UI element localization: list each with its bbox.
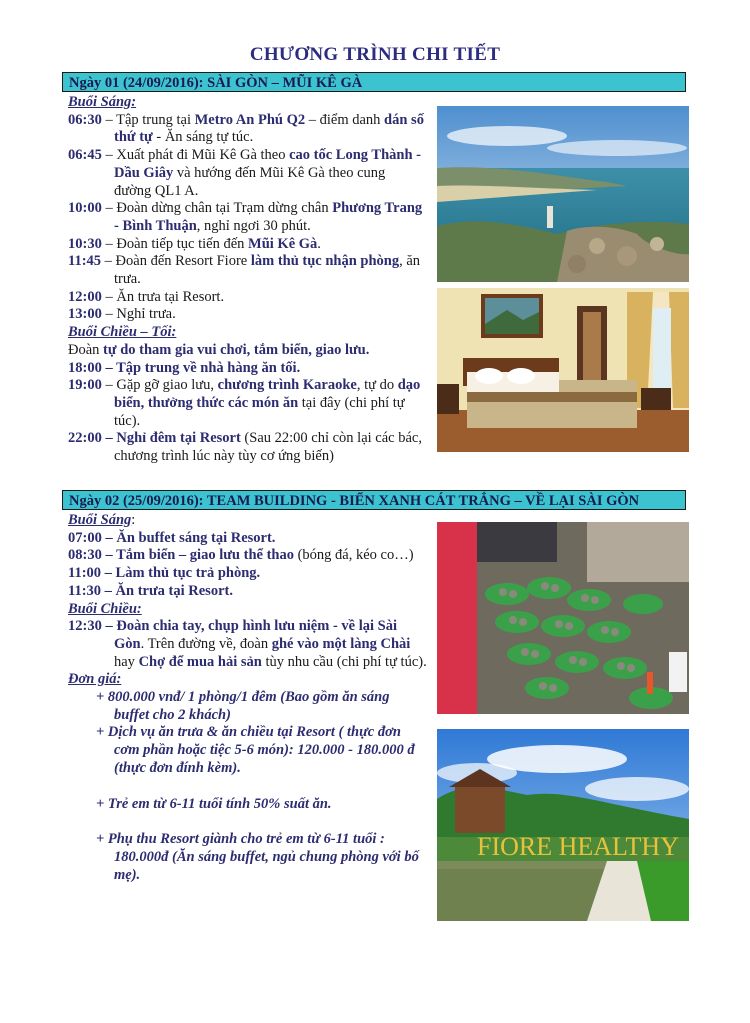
schedule-text: – Đoàn dừng chân tại Trạm dừng chân [101, 200, 333, 217]
schedule-time: 11:00 [68, 565, 102, 582]
schedule-text: cao tốc Long Thành - Dầu Giây [114, 147, 421, 181]
schedule-text: Metro An Phú Q2 [194, 111, 306, 128]
schedule-text: làm thủ tục nhận phòng [250, 253, 400, 270]
schedule-text: , ăn trưa. [114, 253, 421, 288]
resort-sign-photo [437, 729, 689, 921]
schedule-item [68, 530, 428, 548]
page-title: CHƯƠNG TRÌNH CHI TIẾT [249, 44, 501, 65]
hotel-room-photo [437, 288, 689, 452]
schedule-text: dạo biển, thưởng thức các món ăn [114, 377, 421, 411]
schedule-text: chương trình Karaoke [217, 377, 357, 394]
schedule-time: 18:00 [68, 359, 102, 376]
schedule-item [68, 306, 424, 324]
day2-morning-list [68, 530, 428, 601]
schedule-text: . [317, 235, 321, 252]
schedule-text: – Nghỉ trưa. [101, 306, 176, 323]
schedule-text: , nghỉ ngơi 30 phút. [196, 217, 311, 234]
schedule-text: dán số thứ tự [114, 111, 424, 146]
schedule-item [68, 360, 424, 378]
price-list [68, 689, 428, 884]
coast-photo [437, 106, 689, 282]
schedule-time: 06:30 [68, 111, 102, 128]
schedule-text: (bóng đá, kéo co…) [293, 547, 414, 564]
day2-header: Ngày 02 (25/09/2016): TEAM BUILDING - BIỂN XANH CÁT TRẮNG – VỀ LẠI SÀI GÒN [62, 490, 686, 510]
schedule-item [68, 583, 428, 601]
schedule-item [68, 236, 424, 254]
schedule-text: Mũi Kê Gà [248, 235, 318, 252]
schedule-text: – Tập trung tại [101, 111, 195, 128]
schedule-text: – Làm thủ tục trả phòng. [101, 565, 261, 582]
schedule-text: và hướng đến Mũi Kê Gà theo cung đường QL1 A. [114, 164, 386, 199]
schedule-item [68, 565, 428, 583]
schedule-item [68, 547, 428, 565]
price-item: + Trẻ em từ 6-11 tuổi tính 50% suất ăn. [96, 795, 332, 812]
schedule-text: – Tập trung về nhà hàng ăn tối. [101, 359, 301, 376]
schedule-text: – Nghỉ đêm tại Resort [101, 430, 241, 447]
schedule-text: (Sau 22:00 chỉ còn lại các bác, chương trình lúc này tùy cơ ứng biến) [114, 430, 422, 465]
seafood-photo [437, 522, 689, 714]
schedule-item [68, 377, 424, 430]
day2-afternoon-label: Buổi Chiều: [68, 600, 142, 617]
day1-header: Ngày 01 (24/09/2016): SÀI GÒN – MŨI KÊ GÀ [62, 72, 686, 92]
price-item: + Phụ thu Resort giành cho trẻ em từ 6-11 tuổi : 180.000đ (Ăn sáng buffet, ngủ chung phòng với bố mẹ). [96, 831, 419, 883]
schedule-item [68, 112, 424, 147]
schedule-text: – Gặp gỡ giao lưu, [101, 377, 218, 394]
schedule-text: – Ăn buffet sáng tại Resort. [101, 529, 276, 546]
schedule-time: 08:30 [68, 547, 102, 564]
schedule-item [68, 200, 424, 235]
day1-content [68, 94, 424, 466]
schedule-text: – Xuất phát đi Mũi Kê Gà theo [101, 147, 290, 164]
schedule-item [68, 430, 424, 465]
schedule-item [68, 289, 424, 307]
schedule-text: – Tắm biển – giao lưu thể thao [101, 547, 294, 564]
schedule-time: 06:45 [68, 147, 102, 164]
schedule-text: – Đoàn tiếp tục tiến đến [101, 235, 249, 252]
price-item: + 800.000 vnđ/ 1 phòng/1 đêm (Bao gồm ăn sáng buffet cho 2 khách) [96, 689, 390, 723]
schedule-text: , tự do [356, 377, 398, 394]
price-item: + Dịch vụ ăn trưa & ăn chiều tại Resort ( thực đơn cơm phần hoặc tiệc 5-6 món): 120.000 - 180.000 đ (thực đơn đính kèm). [96, 724, 415, 776]
day1-afternoon-intro: Đoàn tự do tham gia vui chơi, tắm biển, giao lưu. [68, 341, 370, 358]
schedule-time: 13:00 [68, 306, 102, 323]
price-label: Đơn giá: [68, 671, 122, 688]
schedule-time: 11:45 [68, 253, 102, 270]
day2-afternoon-item: 12:30 – Đoàn chia tay, chụp hình lưu niệm - về lại Sài Gòn. Trên đường về, đoàn ghé vào một làng Chài hay Chợ để mua hải sản tùy nhu cầu (chi phí tự túc). [68, 618, 427, 670]
schedule-time: 12:00 [68, 288, 102, 305]
schedule-text: Phương Trang - Bình Thuận [114, 200, 423, 234]
schedule-time: 22:00 [68, 430, 102, 447]
schedule-text: – Ăn trưa tại Resort. [101, 288, 225, 305]
day1-morning-list [68, 112, 424, 324]
schedule-text: – điểm danh [305, 111, 385, 128]
schedule-text: – Đoàn đến Resort Fiore [101, 253, 251, 270]
day2-morning-label: Buổi Sáng: [68, 512, 136, 528]
schedule-time: 07:00 [68, 529, 102, 546]
schedule-time: 11:30 [68, 582, 102, 599]
day2-content [68, 512, 428, 884]
schedule-time: 10:00 [68, 200, 102, 217]
day1-afternoon-list [68, 360, 424, 466]
schedule-item [68, 147, 424, 200]
schedule-text: - Ăn sáng tự túc. [152, 129, 254, 146]
day1-afternoon-label: Buổi Chiều – Tối: [68, 324, 177, 341]
schedule-time: 10:30 [68, 235, 102, 252]
resort-sign-text: FIORE HEALTHY [477, 832, 679, 861]
schedule-text: tại đây (chi phí tự túc). [114, 394, 405, 429]
schedule-time: 19:00 [68, 377, 102, 394]
day1-morning-label: Buổi Sáng: [68, 94, 137, 110]
schedule-text: – Ăn trưa tại Resort. [101, 582, 233, 599]
schedule-item [68, 253, 424, 288]
